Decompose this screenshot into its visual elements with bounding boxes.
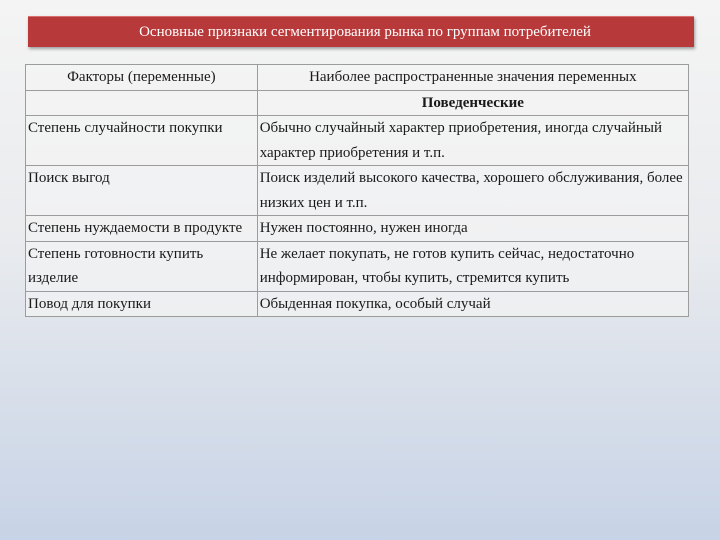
factor-cell: Степень готовности купить изделие (26, 241, 258, 291)
table-row (26, 116, 689, 166)
factor-cell: Степень нуждаемости в продукте (26, 216, 258, 242)
segmentation-table (25, 64, 689, 317)
section-label: Поведенческие (257, 90, 688, 116)
slide-title: Основные признаки сегментирования рынка по группам потребителей (139, 23, 591, 40)
header-factors: Факторы (переменные) (26, 65, 258, 91)
value-cell: Не желает покупать, не готов купить сейчас, недостаточно информирован, чтобы купить, стремится купить (257, 241, 688, 291)
table-row (26, 241, 689, 291)
section-empty-cell (26, 90, 258, 116)
factor-cell: Степень случайности покупки (26, 116, 258, 166)
factor-cell: Повод для покупки (26, 291, 258, 317)
value-cell: Обычно случайный характер приобретения, иногда случайный характер приобретения и т.п. (257, 116, 688, 166)
slide-title-bar (28, 16, 694, 47)
table-row (26, 166, 689, 216)
table-row (26, 291, 689, 317)
header-values: Наиболее распространенные значения переменных (257, 65, 688, 91)
value-cell: Нужен постоянно, нужен иногда (257, 216, 688, 242)
table-header-row (26, 65, 689, 91)
section-row (26, 90, 689, 116)
value-cell: Поиск изделий высокого качества, хорошего обслуживания, более низких цен и т.п. (257, 166, 688, 216)
value-cell: Обыденная покупка, особый случай (257, 291, 688, 317)
factor-cell: Поиск выгод (26, 166, 258, 216)
table-row (26, 216, 689, 242)
